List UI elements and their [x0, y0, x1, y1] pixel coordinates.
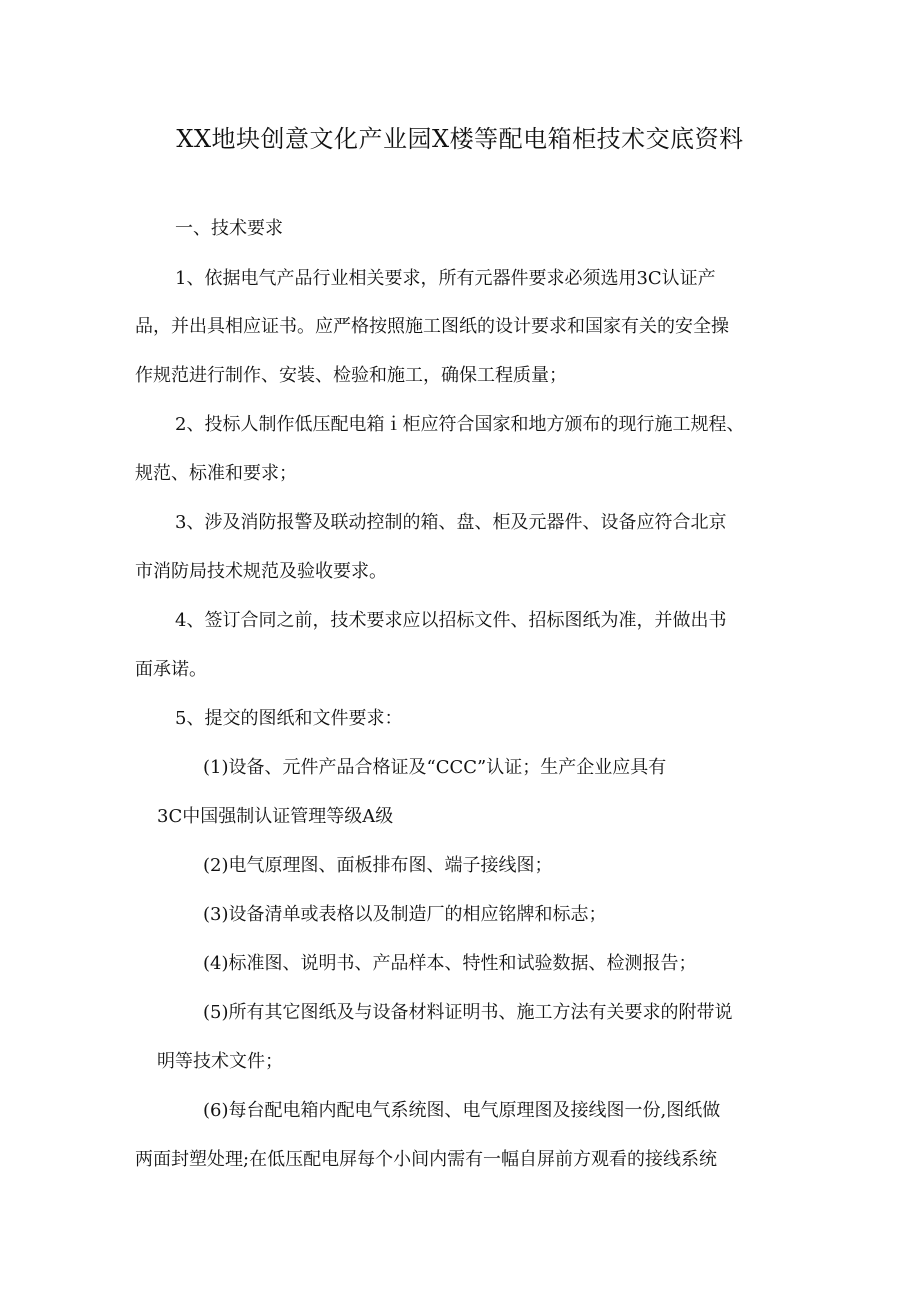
document-title: XX地块创意文化产业园X楼等配电箱柜技术交底资料 [176, 125, 744, 153]
paragraph-line: 5、提交的图纸和文件要求： [175, 708, 403, 729]
list-item-line: (3)设备清单或表格以及制造厂的相应铭牌和标志； [203, 904, 607, 925]
list-item-line: 两面封塑处理;在低压配电屏每个小间内需有一幅自屏前方观看的接线系统 [135, 1149, 718, 1170]
paragraph-line: 品，并出具相应证书。应严格按照施工图纸的设计要求和国家有关的安全操 [135, 316, 729, 337]
section-heading: 一、技术要求 [175, 218, 283, 239]
list-item-line: (4)标准图、说明书、产品样本、特性和试验数据、检测报告； [203, 953, 697, 974]
paragraph-line: 面承诺。 [135, 659, 207, 680]
list-item-line: (6)每台配电箱内配电气系统图、电气原理图及接线图一份,图纸做 [203, 1100, 721, 1121]
paragraph-line: 市消防局技术规范及验收要求。 [135, 561, 387, 582]
paragraph-line: 3、涉及消防报警及联动控制的箱、盘、柜及元器件、设备应符合北京 [175, 512, 727, 533]
paragraph-line: 规范、标准和要求； [135, 463, 297, 484]
list-item-line: (2)电气原理图、面板排布图、端子接线图； [203, 855, 553, 876]
list-item-line: 3C中国强制认证管理等级A级 [157, 806, 394, 827]
list-item-line: (5)所有其它图纸及与设备材料证明书、施工方法有关要求的附带说 [203, 1002, 733, 1023]
list-item-line: 明等技术文件； [157, 1051, 283, 1072]
list-item-line: (1)设备、元件产品合格证及“CCC”认证；生产企业应具有 [203, 757, 667, 778]
paragraph-line: 1、依据电气产品行业相关要求，所有元器件要求必须选用3C认证产 [175, 268, 716, 289]
paragraph-line: 4、签订合同之前，技术要求应以招标文件、招标图纸为准，并做出书 [175, 610, 727, 631]
paragraph-line: 作规范进行制作、安装、检验和施工，确保工程质量； [135, 365, 567, 386]
paragraph-line: 2、投标人制作低压配电箱ｉ柜应符合国家和地方颁布的现行施工规程、 [175, 414, 745, 435]
